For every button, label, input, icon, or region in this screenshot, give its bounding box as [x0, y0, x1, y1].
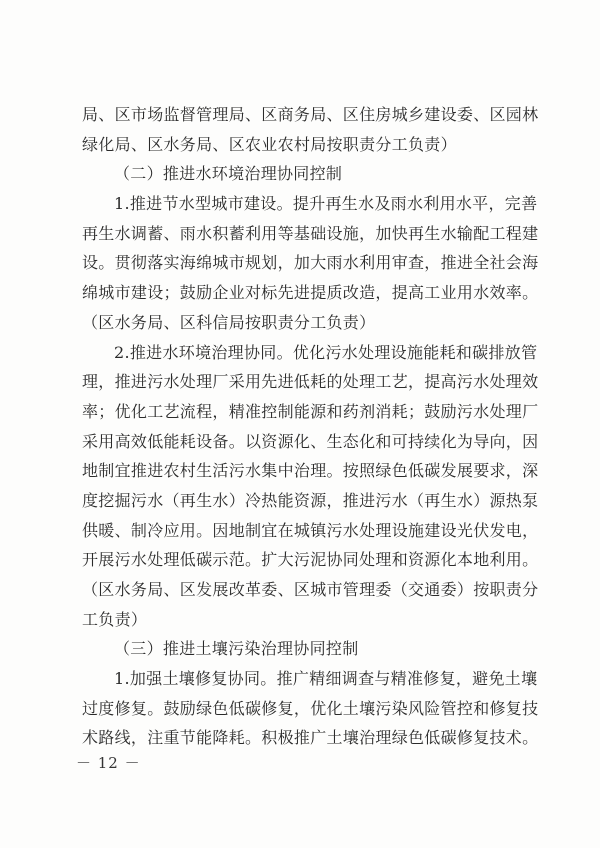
text-line: 设。贯彻落实海绵城市规划，加大雨水利用审查，推进全社会海 — [82, 253, 539, 273]
body-text — [82, 100, 539, 753]
text-line: 术路线，注重节能降耗。积极推广土壤治理绿色低碳修复技术。 — [82, 728, 539, 748]
page-number: － 12 － — [76, 754, 141, 772]
paragraph-start: 1.推进节水型城市建设。提升再生水及雨水利用水平，完善 — [114, 194, 538, 214]
text-line: 率；优化工艺流程，精准控制能源和药剂消耗；鼓励污水处理厂 — [82, 401, 539, 421]
text-line: 理，推进污水处理厂采用先进低耗的处理工艺，提高污水处理效 — [82, 372, 539, 392]
text-line: 过度修复。鼓励绿色低碳修复，优化土壤污染风险管控和修复技 — [82, 698, 539, 718]
text-line: 采用高效低能耗设备。以资源化、生态化和可持续化为导向，因 — [82, 431, 539, 451]
text-line: 地制宜推进农村生活污水集中治理。按照绿色低碳发展要求，深 — [82, 461, 539, 481]
text-line: 工负责） — [82, 609, 148, 629]
text-line: 供暖、制冷应用。因地制宜在城镇污水处理设施建设光伏发电， — [82, 520, 539, 540]
paragraph-start: 2.推进水环境治理协同。优化污水处理设施能耗和碳排放管 — [114, 342, 538, 362]
text-line: 绿化局、区水务局、区农业农村局按职责分工负责） — [82, 134, 457, 154]
section-heading: （二）推进水环境治理协同控制 — [114, 164, 343, 184]
section-heading: （三）推进土壤污染治理协同控制 — [114, 639, 359, 659]
text-line: （区水务局、区科信局按职责分工负责） — [82, 312, 376, 332]
text-line: 度挖掘污水（再生水）冷热能资源，推进污水（再生水）源热泵 — [82, 490, 539, 510]
text-line: 局、区市场监督管理局、区商务局、区住房城乡建设委、区园林 — [82, 105, 539, 124]
text-line: （区水务局、区发展改革委、区城市管理委（交通委）按职责分 — [82, 580, 539, 599]
text-line: 开展污水处理低碳示范。扩大污泥协同处理和资源化本地利用。 — [82, 550, 539, 570]
text-line: 再生水调蓄、雨水积蓄利用等基础设施，加快再生水输配工程建 — [82, 223, 539, 243]
text-line: 绵城市建设；鼓励企业对标先进提质改造，提高工业用水效率。 — [82, 283, 539, 303]
paragraph-start: 1.加强土壤修复协同。推广精细调查与精准修复，避免土壤 — [114, 669, 538, 689]
